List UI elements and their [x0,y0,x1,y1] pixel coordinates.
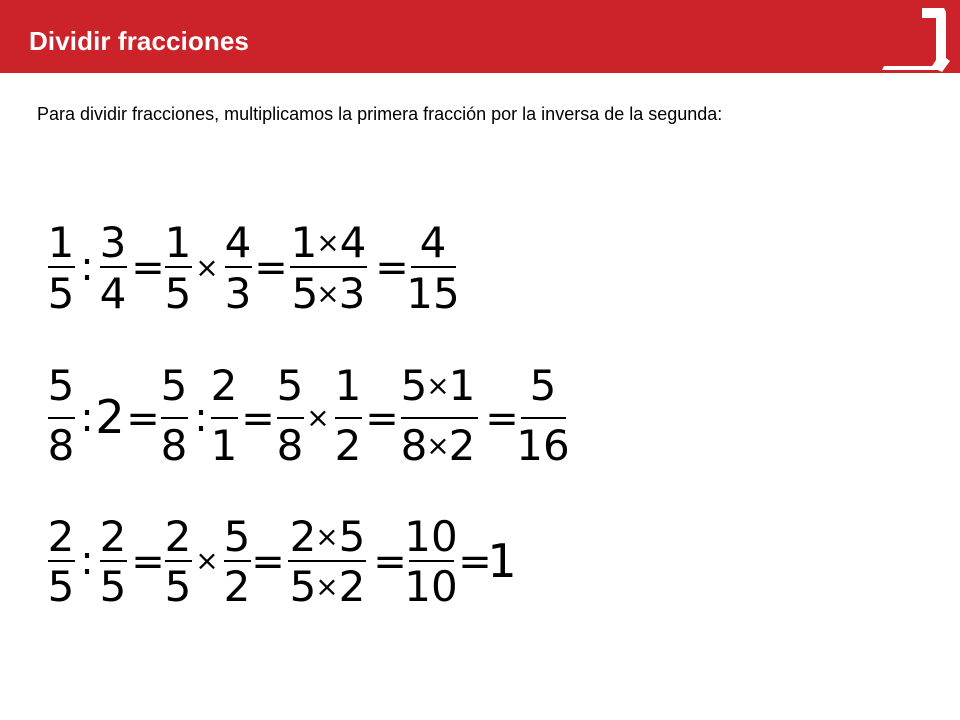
eq3-f4-num: 5 [223,512,251,561]
eq2-f6-den-b: 2 [448,421,476,470]
eq3-f5-num-b: 5 [338,512,366,561]
page-title: Dividir fracciones [29,26,249,56]
eq1-f5-num-a: 1 [290,218,318,267]
eq2-f6-num-times: × [426,369,450,402]
eq2-equals-3: = [365,396,399,442]
eq1-f5-den-b: 3 [338,269,366,318]
eq3-f4-den: 2 [223,562,251,611]
eq2-times-sign: × [306,401,330,434]
eq1-f5-num-b: 4 [339,218,367,267]
eq2-f3-den: 1 [210,421,238,470]
eq1-f3-den: 5 [164,269,192,318]
eq2-equals-2: = [241,396,275,442]
eq2-f4-num: 5 [276,361,304,410]
eq3-f6-num: 10 [404,512,458,561]
eq3-f5-num-times: × [315,520,339,553]
intro-text: Para dividir fracciones, multiplicamos la primera fracción por la inversa de la segunda: [37,104,723,124]
eq3-f5-den-b: 2 [338,562,366,611]
eq2-f2-den: 8 [160,421,188,470]
eq3-f6-den: 10 [404,562,458,611]
eq2-f4-den: 8 [276,421,304,470]
eq3-equals-4: = [458,539,492,585]
eq1-equals-3: = [375,245,409,291]
eq1-equals-2: = [254,245,288,291]
eq2-f6-num-b: 1 [448,361,476,410]
eq3-f3-den: 5 [164,562,192,611]
eq2-f6-den-a: 8 [400,421,428,470]
eq1-equals-1: = [131,245,165,291]
equation-1 [48,218,460,318]
eq2-f6-num-a: 5 [400,361,428,410]
eq2-f2-num: 5 [160,361,188,410]
eq2-divisor: 2 [95,390,125,444]
eq3-f5-num-a: 2 [289,512,317,561]
eq2-f6-den-times: × [426,429,450,462]
eq2-result-num: 5 [529,361,557,410]
eq3-f3-num: 2 [164,512,192,561]
eq1-result-num: 4 [419,218,447,267]
eq3-f5-den-a: 5 [289,562,317,611]
eq1-f5-den-a: 5 [291,269,319,318]
eq1-f3-num: 1 [164,218,192,267]
eq3-equals-1: = [131,539,165,585]
eq1-f4-den: 3 [224,269,252,318]
eq2-f1-num: 5 [47,361,75,410]
eq1-result-den: 15 [406,269,460,318]
eq2-f1-den: 8 [47,421,75,470]
eq2-divide-sign-1: : [80,395,94,441]
eq2-f3-num: 2 [210,361,238,410]
eq3-f1-den: 5 [47,562,75,611]
eq1-divide-sign: : [80,244,94,290]
eq3-equals-2: = [251,539,285,585]
eq3-f2-den: 5 [99,562,127,611]
equation-2 [48,361,570,470]
eq1-f1-num: 1 [47,218,75,267]
eq3-times-sign: × [195,544,219,577]
eq3-result: 1 [487,534,517,588]
eq1-f4-num: 4 [224,218,252,267]
eq2-f5-den: 2 [334,421,362,470]
eq1-f5-num-times: × [316,226,340,259]
eq3-f5-den-times: × [315,570,339,603]
equation-3 [48,512,517,611]
eq2-equals-4: = [485,396,519,442]
eq3-divide-sign: : [80,538,94,584]
eq3-f2-num: 2 [99,512,127,561]
eq1-f2-num: 3 [99,218,127,267]
eq1-f1-den: 5 [47,269,75,318]
eq3-equals-3: = [373,539,407,585]
eq1-times-sign: × [195,251,219,284]
eq1-f5-den-times: × [316,277,340,310]
eq2-f5-num: 1 [334,361,362,410]
eq2-divide-sign-2: : [194,395,208,441]
eq2-equals-1: = [126,396,160,442]
eq1-f2-den: 4 [99,269,127,318]
eq3-f1-num: 2 [47,512,75,561]
eq2-result-den: 16 [516,421,570,470]
